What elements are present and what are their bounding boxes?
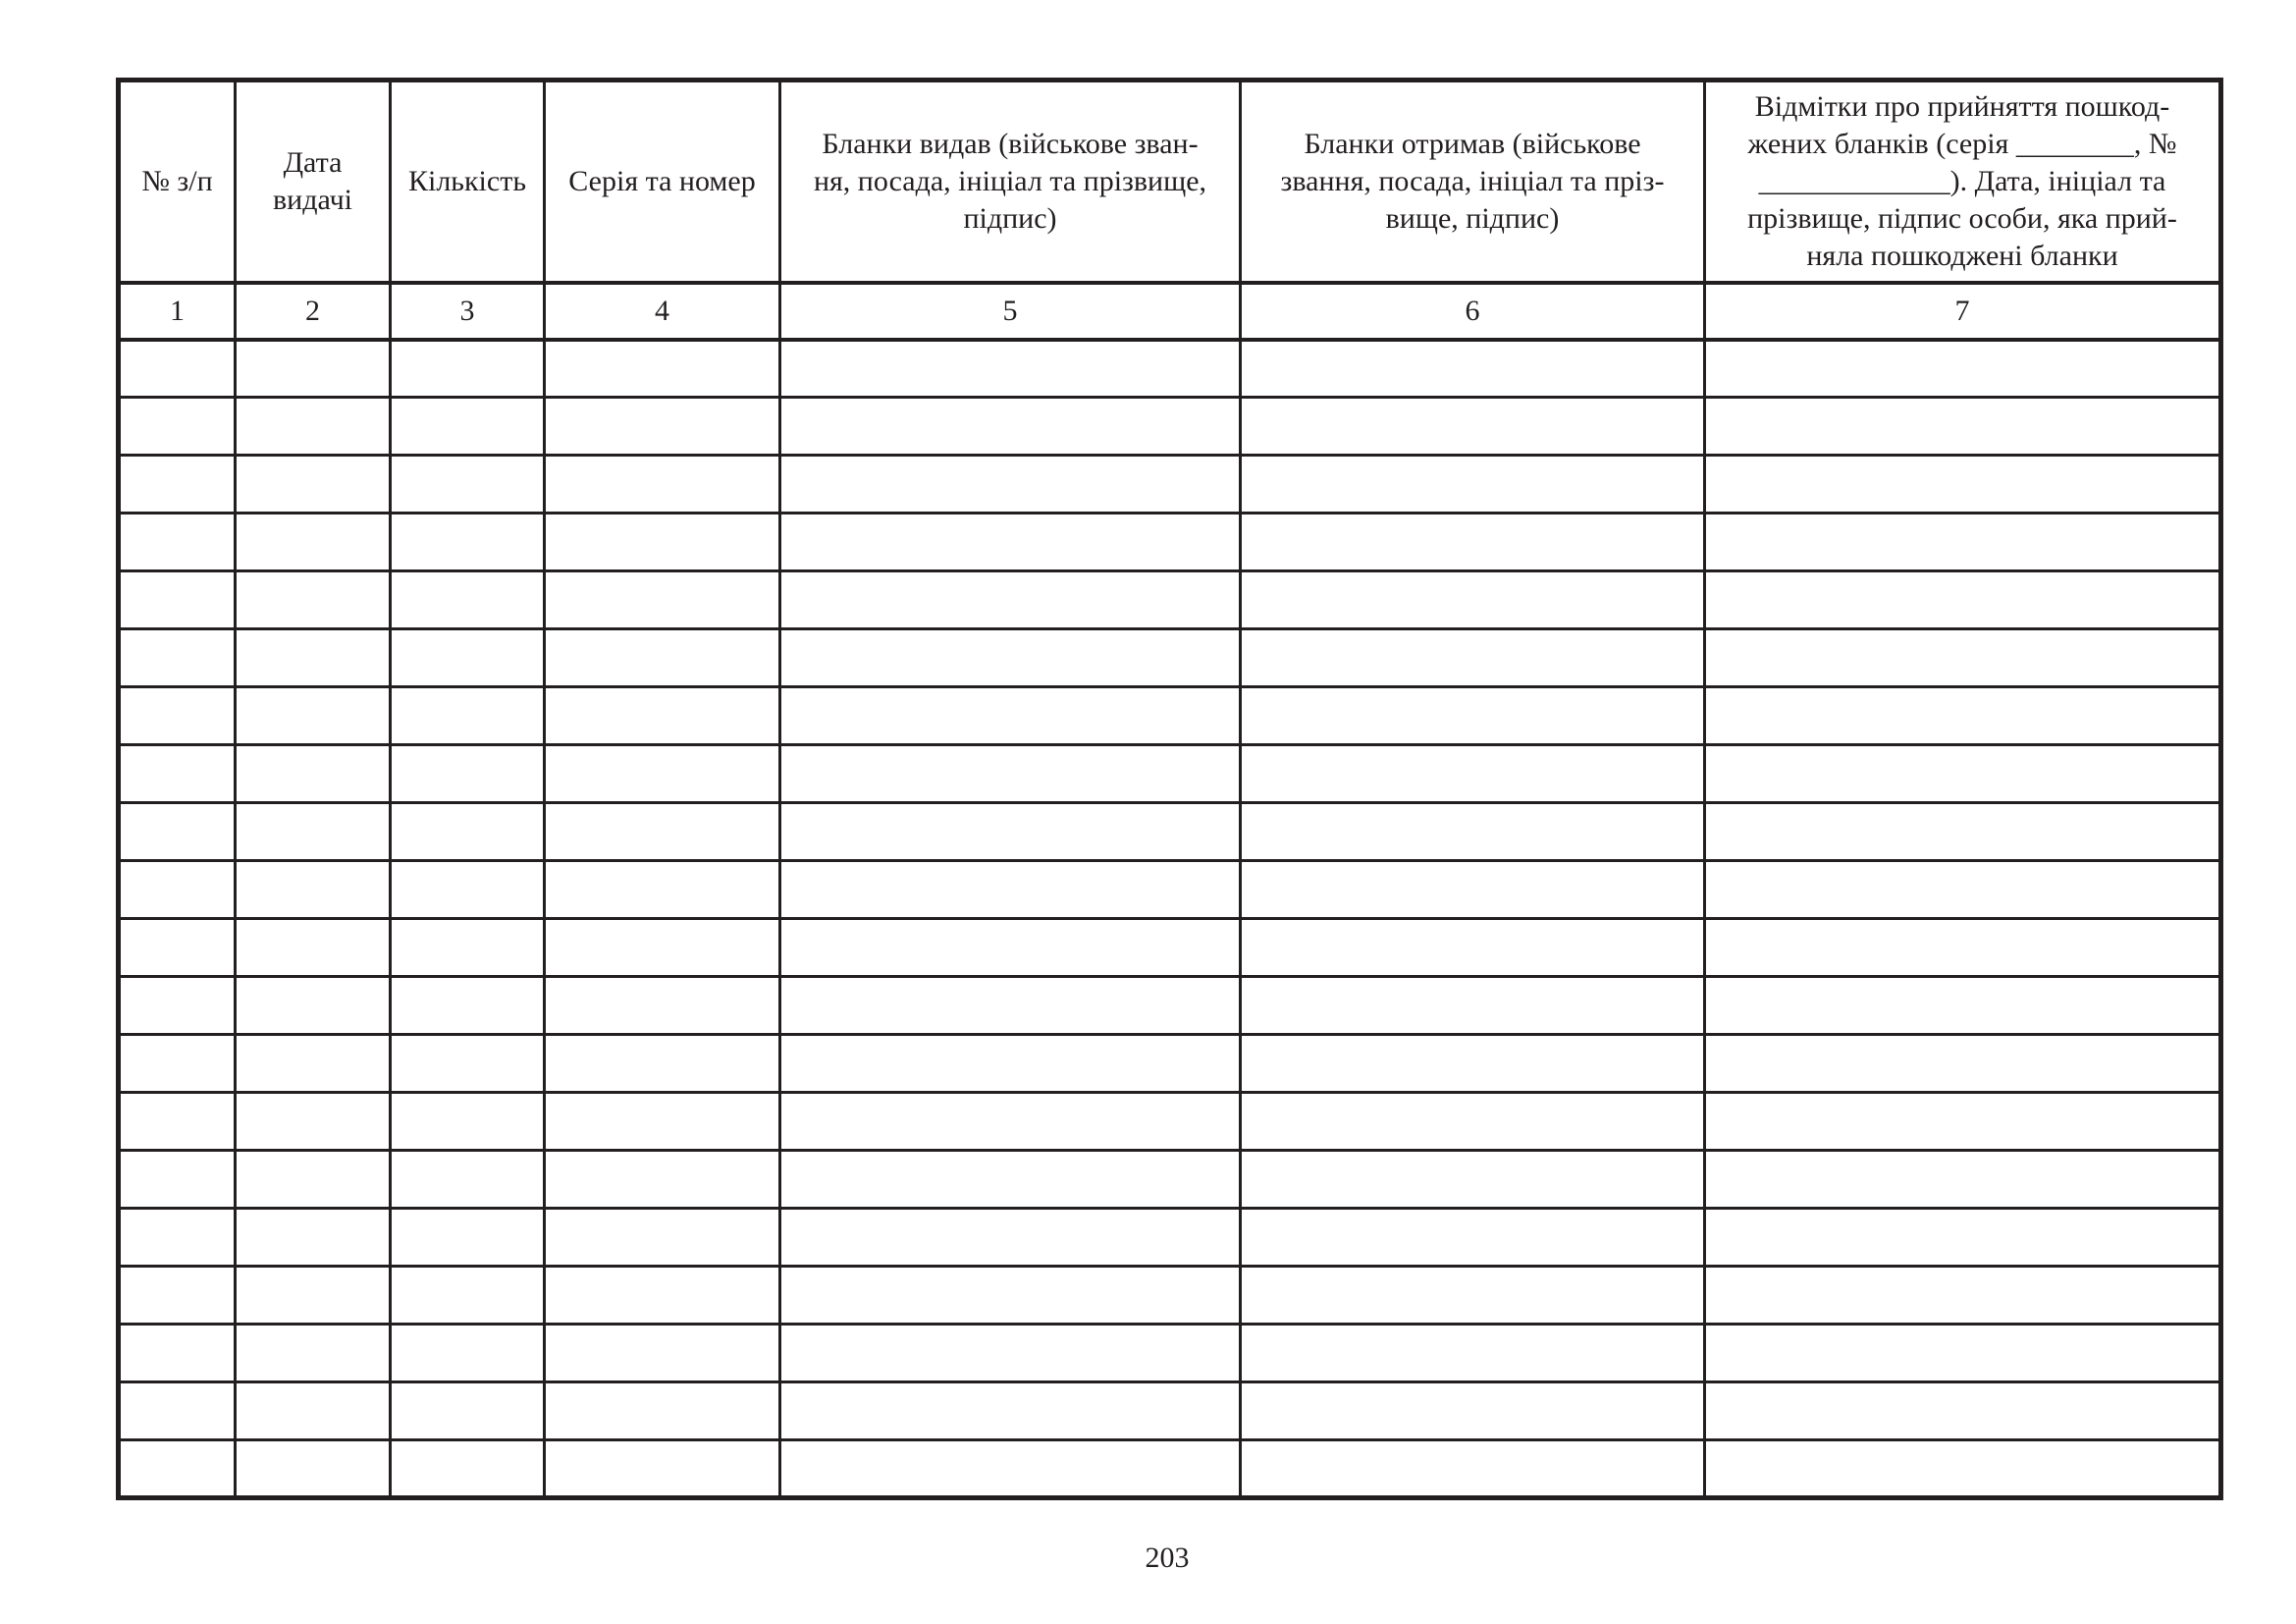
empty-cell [236,398,391,456]
empty-cell [1241,919,1705,977]
table-row [119,1209,2221,1267]
empty-cell [780,1440,1241,1498]
empty-cell [545,977,780,1035]
empty-cell [391,1325,545,1382]
empty-cell [1705,1209,2221,1267]
empty-cell [236,1209,391,1267]
empty-cell [236,977,391,1035]
empty-cell [119,1209,236,1267]
empty-cell [545,398,780,456]
empty-cell [119,1267,236,1325]
empty-cell [1241,398,1705,456]
empty-cell [391,1209,545,1267]
empty-cell [1705,629,2221,687]
empty-cell [1705,456,2221,514]
table-row [119,687,2221,745]
table-header-row [119,81,2221,283]
col-header-series-number-label: Серія та номер [568,164,756,197]
empty-cell [1705,1035,2221,1093]
table-row [119,1093,2221,1151]
col-header-issued-by-line: Бланки видав (військове зван- [822,127,1199,160]
empty-cell [780,514,1241,571]
empty-cell [1705,1151,2221,1209]
empty-cell [236,514,391,571]
empty-cell [1705,977,2221,1035]
empty-cell [780,629,1241,687]
col-header-issue-date [236,81,391,283]
empty-cell [391,571,545,629]
empty-cell [236,1035,391,1093]
col-header-quantity [391,81,545,283]
empty-cell [545,1093,780,1151]
col-header-issue-date-line: видачі [272,183,353,216]
empty-cell [545,861,780,919]
table-row [119,919,2221,977]
col-header-damaged-forms-note-line: Відмітки про прийняття пошкод- [1754,89,2170,123]
empty-cell [1705,571,2221,629]
empty-cell [1241,1382,1705,1440]
table-row [119,398,2221,456]
empty-cell [1241,745,1705,803]
empty-cell [1241,1151,1705,1209]
empty-cell [236,456,391,514]
empty-cell [1705,745,2221,803]
table-row [119,1151,2221,1209]
empty-cell [119,1151,236,1209]
empty-cell [1241,514,1705,571]
empty-cell [119,1440,236,1498]
empty-cell [236,571,391,629]
column-number-cell: 1 [119,283,236,340]
empty-cell [1705,1093,2221,1151]
empty-cell [1705,1440,2221,1498]
table-row [119,1382,2221,1440]
empty-cell [780,803,1241,861]
empty-cell [1241,1440,1705,1498]
empty-cell [780,456,1241,514]
column-numbers-row [119,283,2221,340]
empty-cell [545,629,780,687]
empty-cell [1241,861,1705,919]
empty-cell [1241,1093,1705,1151]
table-row [119,803,2221,861]
empty-cell [236,1440,391,1498]
empty-cell [119,803,236,861]
empty-cell [780,1267,1241,1325]
empty-cell [1241,571,1705,629]
table-row [119,1440,2221,1498]
col-header-received-by-line: звання, посада, ініціал та пріз- [1280,164,1665,197]
empty-cell [1241,1267,1705,1325]
table-row [119,514,2221,571]
empty-cell [780,861,1241,919]
empty-cell [391,1267,545,1325]
table-row [119,745,2221,803]
empty-cell [119,1382,236,1440]
empty-cell [391,340,545,398]
empty-cell [545,1209,780,1267]
empty-cell [545,571,780,629]
empty-cell [545,1151,780,1209]
empty-cell [391,919,545,977]
table-row [119,1035,2221,1093]
empty-cell [780,1209,1241,1267]
col-header-damaged-forms-note [1705,81,2221,283]
empty-cell [391,398,545,456]
empty-cell [780,977,1241,1035]
empty-cell [780,571,1241,629]
empty-cell [1705,1382,2221,1440]
empty-cell [1241,1035,1705,1093]
table-row [119,861,2221,919]
empty-cell [391,687,545,745]
col-header-damaged-forms-note-line: няла пошкоджені бланки [1806,239,2118,272]
empty-cell [545,1267,780,1325]
empty-cell [780,1035,1241,1093]
empty-cell [391,1093,545,1151]
empty-cell [119,977,236,1035]
empty-cell [545,514,780,571]
empty-cell [391,1035,545,1093]
empty-cell [1705,803,2221,861]
col-header-index [119,81,236,283]
empty-cell [236,803,391,861]
table-row [119,340,2221,398]
empty-cell [119,919,236,977]
empty-cell [780,1382,1241,1440]
column-number-cell: 2 [236,283,391,340]
col-header-quantity-label: Кількість [407,164,526,197]
col-header-index-label: № з/п [141,164,213,197]
empty-cell [391,1440,545,1498]
empty-cell [780,919,1241,977]
empty-cell [391,1151,545,1209]
column-number-cell: 3 [391,283,545,340]
empty-cell [1241,687,1705,745]
empty-cell [119,456,236,514]
empty-cell [1241,1325,1705,1382]
empty-cell [1241,456,1705,514]
empty-cell [780,1151,1241,1209]
table-row [119,456,2221,514]
empty-cell [545,1382,780,1440]
empty-cell [545,1035,780,1093]
col-header-received-by-line: Бланки отримав (військове [1304,127,1641,160]
empty-cell [780,398,1241,456]
empty-cell [391,456,545,514]
table-row [119,571,2221,629]
table-row [119,977,2221,1035]
empty-cell [236,861,391,919]
col-header-damaged-forms-note-line: жених бланків (серія ________, № [1747,127,2177,160]
issuance-registry-table [116,78,2223,1500]
col-header-issued-by [780,81,1241,283]
empty-cell [545,745,780,803]
col-header-damaged-forms-note-line: прізвище, підпис особи, яка прий- [1747,201,2177,235]
empty-cell [236,1267,391,1325]
empty-cell [391,629,545,687]
empty-cell [119,1093,236,1151]
empty-cell [1705,919,2221,977]
empty-cell [119,687,236,745]
empty-cell [1241,340,1705,398]
empty-cell [391,514,545,571]
empty-cell [236,745,391,803]
empty-cell [780,1093,1241,1151]
empty-cell [545,803,780,861]
empty-cell [391,745,545,803]
empty-cell [1241,803,1705,861]
empty-cell [545,1440,780,1498]
empty-cell [545,340,780,398]
empty-cell [1705,398,2221,456]
empty-cell [119,514,236,571]
empty-cell [119,571,236,629]
empty-cell [119,745,236,803]
empty-cell [780,1325,1241,1382]
column-number-cell: 5 [780,283,1241,340]
empty-cell [391,1382,545,1440]
empty-cell [780,687,1241,745]
empty-cell [236,629,391,687]
col-header-damaged-forms-note-line: _____________). Дата, ініціал та [1758,164,2166,197]
empty-cell [1705,514,2221,571]
col-header-series-number [545,81,780,283]
empty-cell [545,456,780,514]
table-row [119,1267,2221,1325]
empty-cell [236,1093,391,1151]
empty-cell [545,687,780,745]
empty-cell [1705,861,2221,919]
empty-cell [236,1151,391,1209]
empty-cell [545,1325,780,1382]
column-number-cell: 6 [1241,283,1705,340]
empty-cell [119,398,236,456]
col-header-received-by-line: вище, підпис) [1385,201,1560,235]
empty-cell [780,340,1241,398]
empty-cell [236,340,391,398]
empty-cell [545,919,780,977]
empty-cell [119,861,236,919]
col-header-received-by [1241,81,1705,283]
empty-cell [236,919,391,977]
table-row [119,629,2221,687]
col-header-issue-date-line: Дата [283,145,343,179]
empty-cell [119,1325,236,1382]
empty-cell [236,687,391,745]
empty-cell [391,977,545,1035]
column-number-cell: 7 [1705,283,2221,340]
page-number: 203 [1145,1542,1190,1574]
empty-cell [1241,977,1705,1035]
empty-cell [1705,1325,2221,1382]
empty-cell [1705,1267,2221,1325]
empty-cell [1241,1209,1705,1267]
col-header-issued-by-line: підпис) [963,201,1057,235]
empty-cell [1241,629,1705,687]
empty-cell [236,1325,391,1382]
empty-cell [391,861,545,919]
empty-cell [236,1382,391,1440]
column-number-cell: 4 [545,283,780,340]
empty-cell [119,629,236,687]
table-row [119,1325,2221,1382]
empty-cell [1705,687,2221,745]
col-header-issued-by-line: ня, посада, ініціал та прізвище, [813,164,1207,197]
empty-cell [1705,340,2221,398]
empty-cell [780,745,1241,803]
empty-cell [391,803,545,861]
empty-cell [119,1035,236,1093]
empty-cell [119,340,236,398]
